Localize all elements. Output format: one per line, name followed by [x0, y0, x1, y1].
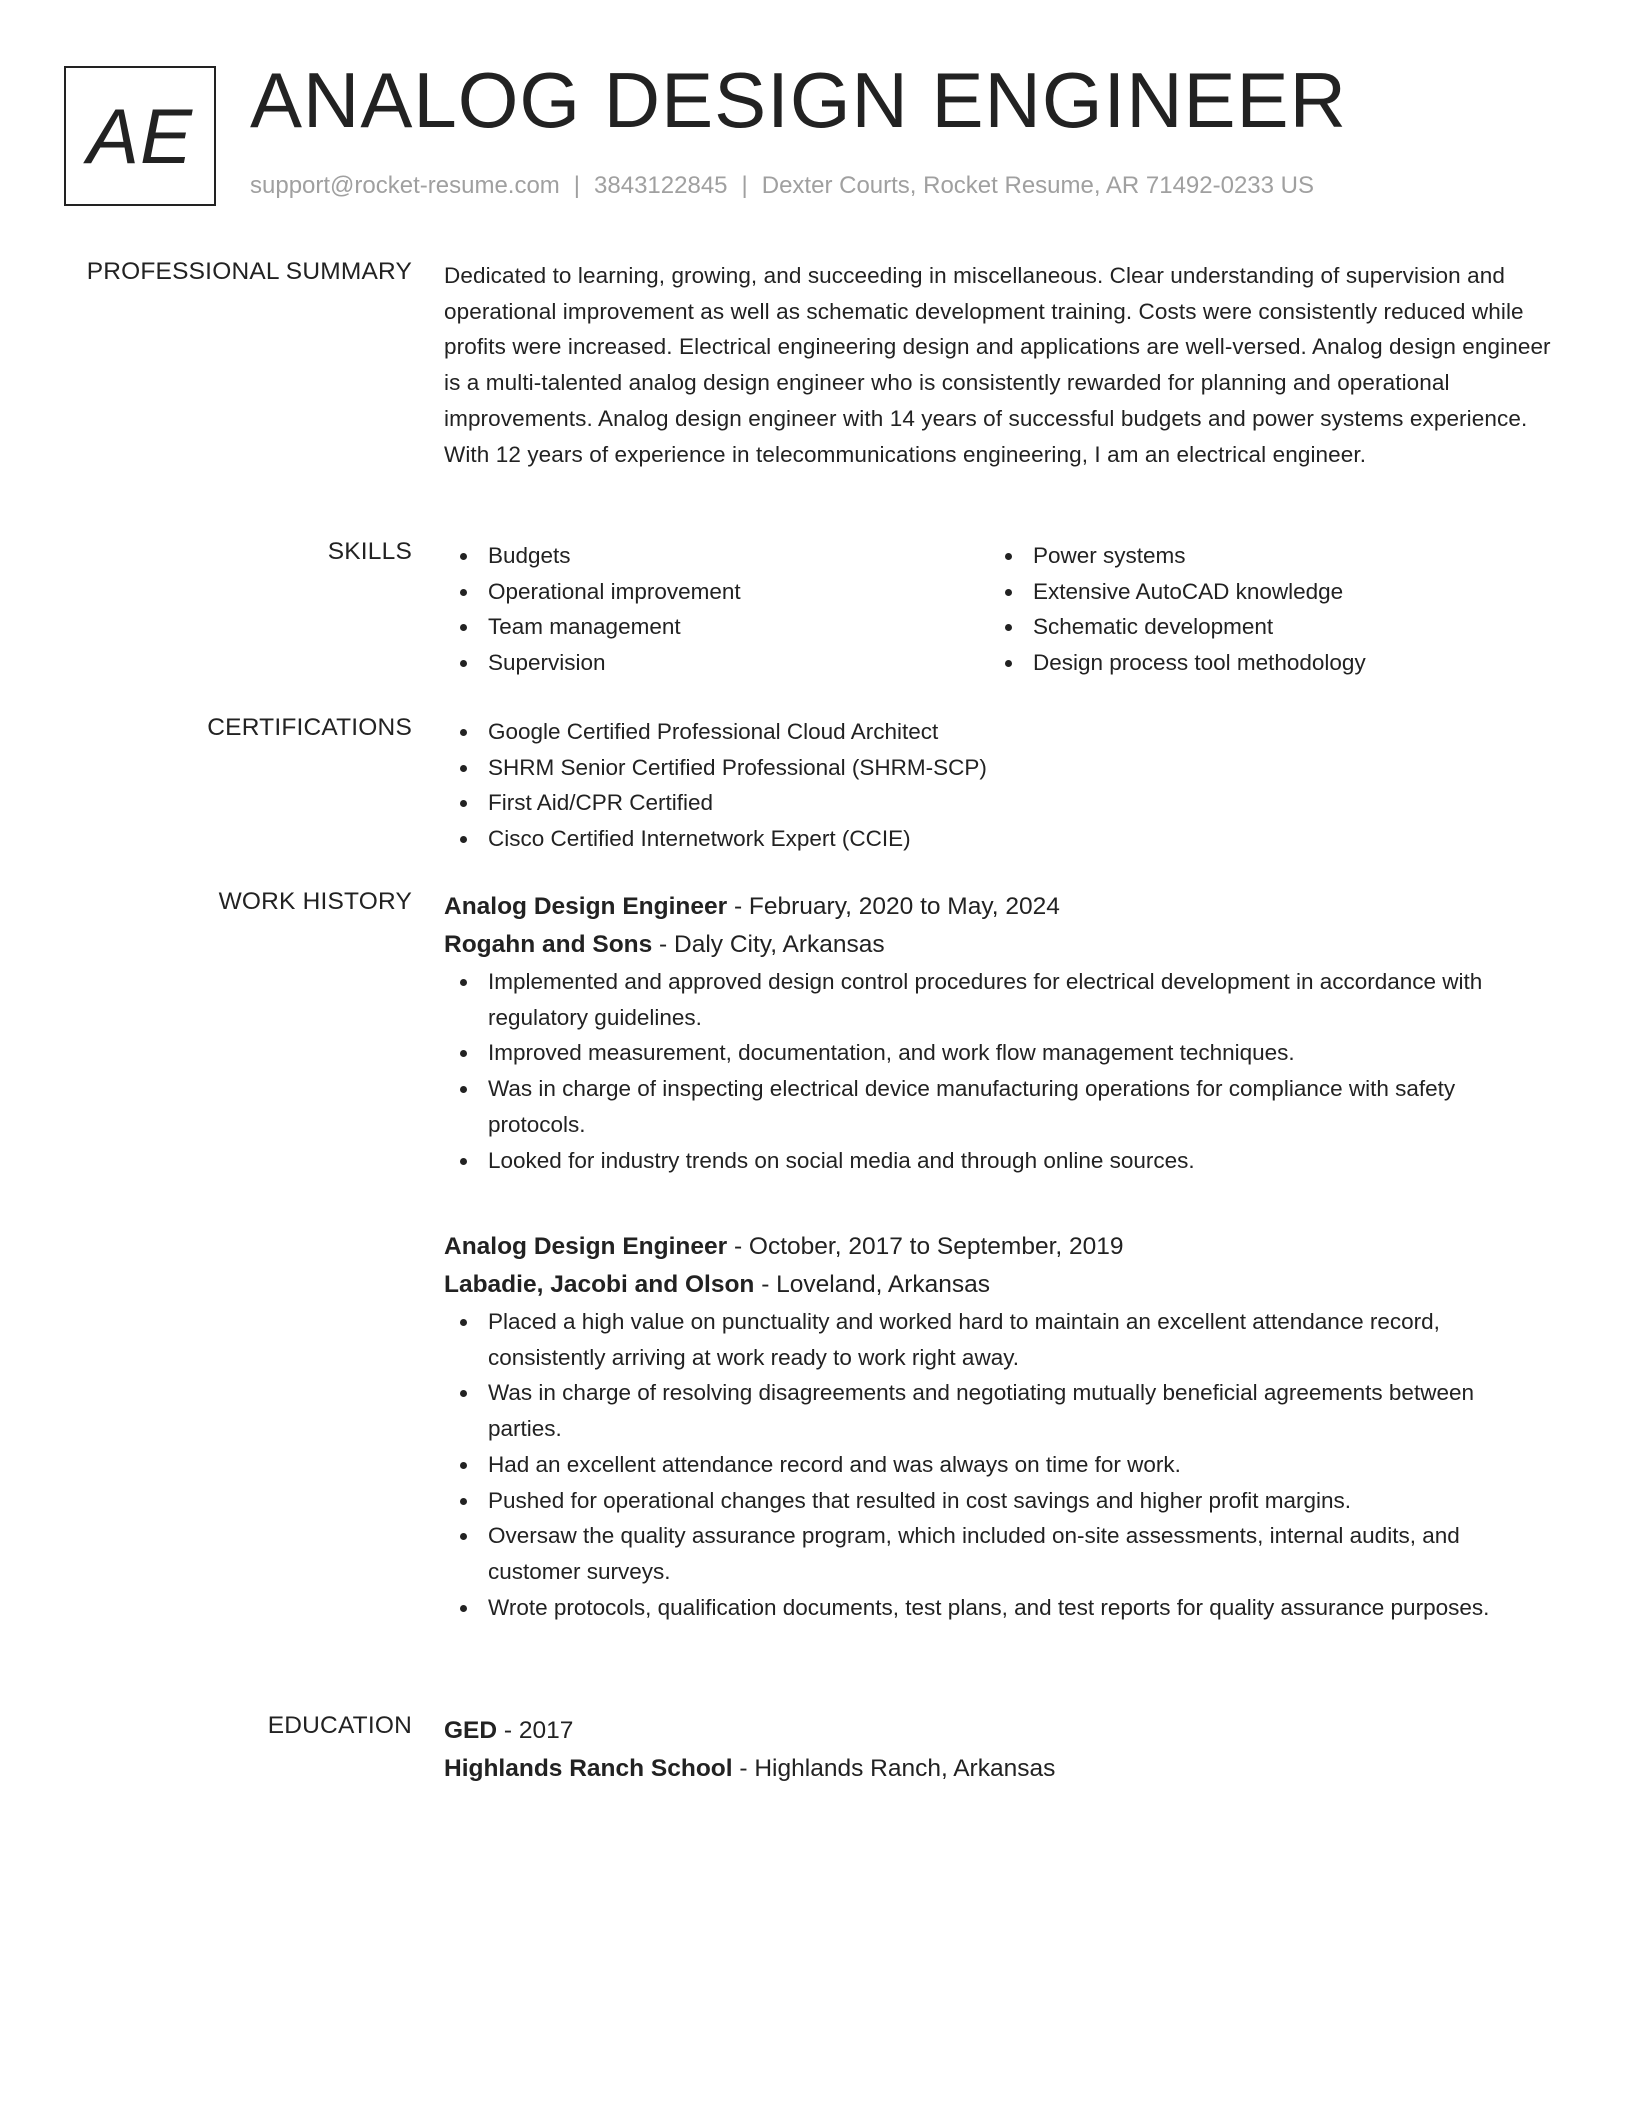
job-title: Analog Design Engineer: [444, 893, 728, 920]
job-duty: Implemented and approved design control procedures for electrical development in accordance with regulatory guidelines.: [444, 964, 1554, 1035]
job-duty: Oversaw the quality assurance program, which included on-site assessments, internal audits, and customer surveys.: [444, 1518, 1554, 1589]
job-location: - Daly City, Arkansas: [652, 931, 885, 958]
education-location: - Highlands Ranch, Arkansas: [732, 1755, 1056, 1782]
job-entry: [444, 888, 1554, 1178]
job-company: Rogahn and Sons: [444, 931, 653, 958]
job-company-line: [444, 1266, 1554, 1304]
certifications-body: [444, 714, 1554, 857]
contact-email: support@rocket-resume.com: [250, 172, 560, 199]
education-body: [444, 1712, 1554, 1788]
summary-heading: PROFESSIONAL SUMMARY: [86, 258, 412, 285]
contact-separator: |: [741, 172, 748, 199]
certification-item: Cisco Certified Internetwork Expert (CCIE): [444, 821, 1554, 857]
job-duty: Looked for industry trends on social media and through online sources.: [444, 1143, 1554, 1179]
job-company-line: [444, 926, 1554, 964]
job-duty: Was in charge of resolving disagreements and negotiating mutually beneficial agreements between parties.: [444, 1375, 1554, 1446]
resume-title: ANALOG DESIGN ENGINEER: [250, 56, 1347, 144]
education-year: - 2017: [497, 1717, 574, 1744]
skill-item: Budgets: [444, 538, 989, 574]
job-location: - Loveland, Arkansas: [754, 1271, 991, 1298]
skill-item: Design process tool methodology: [989, 645, 1534, 681]
certification-item: First Aid/CPR Certified: [444, 785, 1554, 821]
contact-address: Dexter Courts, Rocket Resume, AR 71492-0233 US: [761, 172, 1315, 199]
skill-item: Extensive AutoCAD knowledge: [989, 574, 1534, 610]
education-degree: GED: [444, 1717, 498, 1744]
job-duty: Placed a high value on punctuality and worked hard to maintain an excellent attendance record, consistently arriving at work ready to work right away.: [444, 1304, 1554, 1375]
job-duty: Was in charge of inspecting electrical device manufacturing operations for compliance with safety protocols.: [444, 1071, 1554, 1142]
job-duties-list: [444, 964, 1554, 1178]
skills-list-left: [444, 538, 989, 681]
skill-item: Power systems: [989, 538, 1534, 574]
skills-list-right: [989, 538, 1534, 681]
skill-item: Team management: [444, 609, 989, 645]
skills-body: [444, 538, 1554, 681]
work-history-heading: WORK HISTORY: [218, 888, 412, 915]
job-company: Labadie, Jacobi and Olson: [444, 1271, 755, 1298]
job-title-line: [444, 1228, 1554, 1266]
certifications-heading: CERTIFICATIONS: [207, 714, 412, 741]
contact-phone: 3843122845: [594, 172, 728, 199]
job-duty: Wrote protocols, qualification documents, test plans, and test reports for quality assurance purposes.: [444, 1590, 1554, 1626]
monogram-box: [64, 66, 216, 206]
job-title: Analog Design Engineer: [444, 1233, 728, 1260]
certification-item: SHRM Senior Certified Professional (SHRM-SCP): [444, 750, 1554, 786]
job-duties-list: [444, 1304, 1554, 1625]
skills-column-left: [444, 538, 989, 681]
job-duty: Pushed for operational changes that resulted in cost savings and higher profit margins.: [444, 1483, 1554, 1519]
job-duty: Had an excellent attendance record and was always on time for work.: [444, 1447, 1554, 1483]
certification-item: Google Certified Professional Cloud Architect: [444, 714, 1554, 750]
skill-item: Supervision: [444, 645, 989, 681]
skills-heading: SKILLS: [327, 538, 412, 565]
job-duty: Improved measurement, documentation, and work flow management techniques.: [444, 1035, 1554, 1071]
summary-body: [444, 258, 1554, 472]
monogram-initials: AE: [86, 92, 194, 180]
education-school: Highlands Ranch School: [444, 1755, 733, 1782]
job-title-line: [444, 888, 1554, 926]
job-entry: [444, 1228, 1554, 1625]
skill-item: Operational improvement: [444, 574, 989, 610]
job-dates: - February, 2020 to May, 2024: [727, 893, 1060, 920]
education-heading: EDUCATION: [267, 1712, 412, 1739]
job-dates: - October, 2017 to September, 2019: [727, 1233, 1124, 1260]
skill-item: Schematic development: [989, 609, 1534, 645]
certifications-list: [444, 714, 1554, 857]
education-school-line: [444, 1750, 1554, 1788]
contact-line: [250, 172, 1314, 200]
contact-separator: |: [573, 172, 581, 199]
education-degree-line: [444, 1712, 1554, 1750]
skills-column-right: [989, 538, 1534, 681]
summary-text: Dedicated to learning, growing, and succeeding in miscellaneous. Clear understanding of supervision and operational improvement as well as schematic development training. Costs were consistently reduced while profits were increased. Electrical engineering design and applications are well-versed. Analog design engineer is a multi-talented analog design engineer who is consistently rewarded for planning and operational improvements. Analog design engineer with 14 years of successful budgets and power systems experience. With 12 years of experience in telecommunications engineering, I am an electrical engineer.: [444, 263, 1551, 467]
